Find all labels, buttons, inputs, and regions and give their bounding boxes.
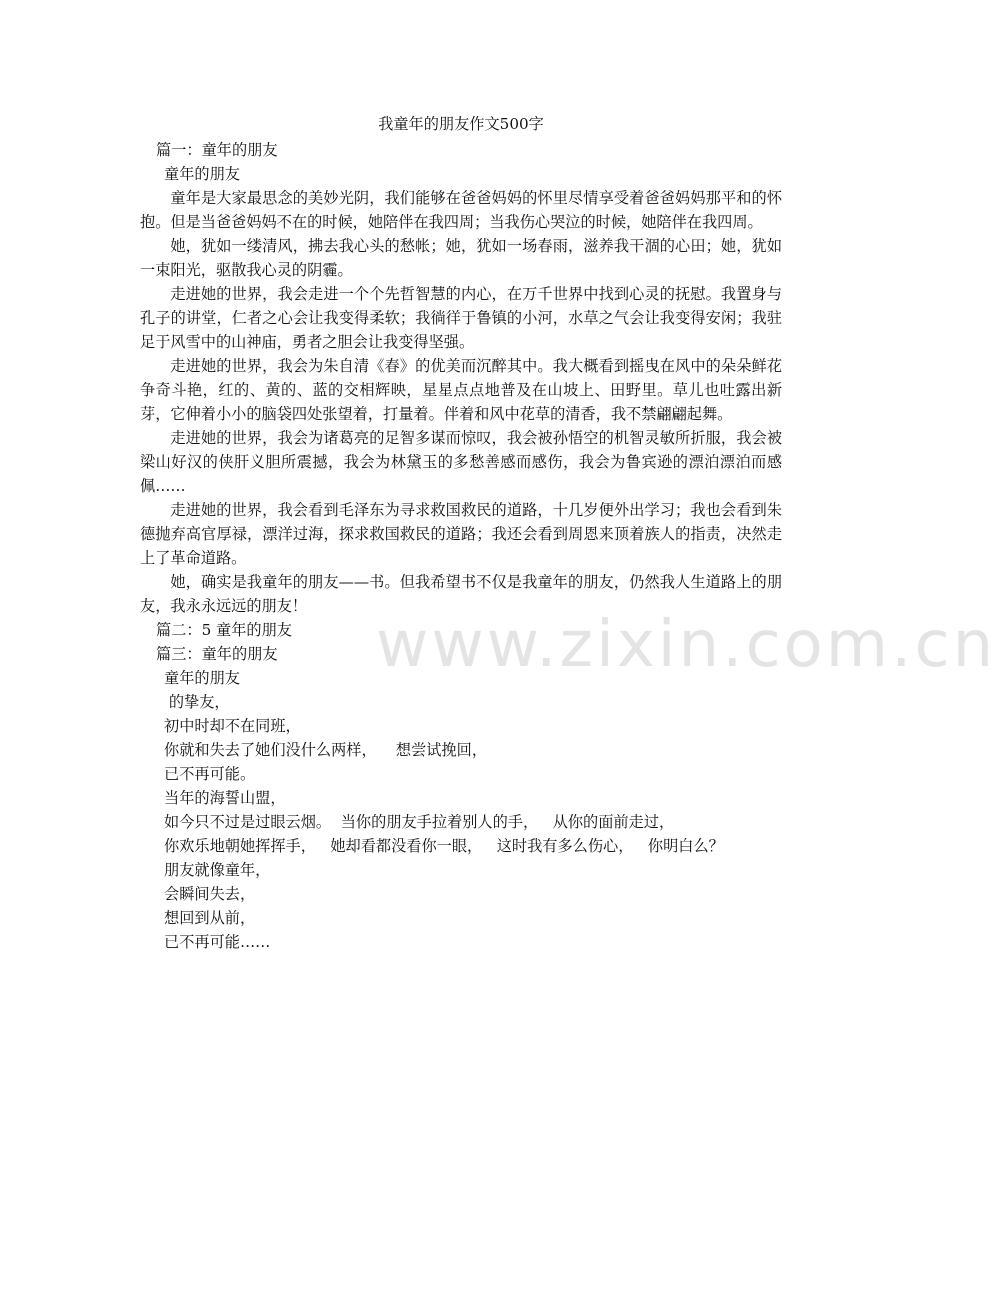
poem-line: 朋友就像童年， xyxy=(164,861,271,879)
paragraph: 走进她的世界，我会为朱自清《春》的优美而沉醉其中。我大概看到摇曳在风中的朵朵鲜花争奇斗艳，红的、黄的、蓝的交相辉映，星星点点地普及在山坡上、田野里。草儿也吐露出新芽，它伸着小小的脑袋四处张望着，打量着。伴着和风中花草的清香，我不禁翩翩起舞。 xyxy=(140,357,782,423)
poem-line: 已不再可能。 xyxy=(164,765,256,783)
document-page xyxy=(140,112,782,954)
paragraph: 走进她的世界，我会走进一个个先哲智慧的内心，在万千世界中找到心灵的抚慰。我置身与孔子的讲堂，仁者之心会让我变得柔软；我徜徉于鲁镇的小河，水草之气会让我变得安闲；我驻足于风雪中的山神庙，勇者之胆会让我变得坚强。 xyxy=(140,285,782,351)
section-3-subheading: 童年的朋友 xyxy=(164,669,240,687)
poem-line: 会瞬间失去， xyxy=(164,885,256,903)
poem-line: 你欢乐地朝她挥挥手， 她却看都没看你一眼， 这时我有多么伤心， 你明白么？ xyxy=(164,837,724,855)
paragraph: 童年是大家最思念的美妙光阴，我们能够在爸爸妈妈的怀里尽情享受着爸爸妈妈那平和的怀抱。但是当爸爸妈妈不在的时候，她陪伴在我四周；当我伤心哭泣的时候，她陪伴在我四周。 xyxy=(140,189,782,231)
paragraph: 她，确实是我童年的朋友——书。但我希望书不仅是我童年的朋友，仍然我人生道路上的朋友，我永永远远的朋友！ xyxy=(140,573,782,615)
watermark: www.zixin.com.cn xyxy=(376,608,996,682)
section-3-heading: 篇三：童年的朋友 xyxy=(156,645,278,663)
paragraph: 走进她的世界，我会为诸葛亮的足智多谋而惊叹，我会被孙悟空的机智灵敏所折服，我会被梁山好汉的侠肝义胆所震撼，我会为林黛玉的多愁善感而感伤，我会为鲁宾逊的漂泊漂泊而感佩…… xyxy=(140,429,782,495)
paragraph: 她，犹如一缕清风，拂去我心头的愁帐；她，犹如一场春雨，滋养我干涸的心田；她，犹如一束阳光，驱散我心灵的阴霾。 xyxy=(140,237,782,279)
poem-line: 初中时却不在同班， xyxy=(164,717,301,735)
section-1-heading: 篇一：童年的朋友 xyxy=(156,141,278,159)
paragraph: 走进她的世界，我会看到毛泽东为寻求救国救民的道路，十几岁便外出学习；我也会看到朱德抛弃高官厚禄，漂洋过海，探求救国救民的道路；我还会看到周恩来顶着族人的指责，决然走上了革命道路。 xyxy=(140,501,782,567)
poem-line: 如今只不过是过眼云烟。 当你的朋友手拉着别人的手， 从你的面前走过， xyxy=(164,813,675,831)
poem-line: 你就和失去了她们没什么两样， 想尝试挽回， xyxy=(164,741,488,759)
poem-line: 想回到从前， xyxy=(164,909,256,927)
section-1-subheading: 童年的朋友 xyxy=(164,165,240,183)
poem-line: 当年的海誓山盟， xyxy=(164,789,286,807)
poem-line: 已不再可能…… xyxy=(164,933,271,951)
document-title: 我童年的朋友作文500字 xyxy=(378,115,544,133)
section-2-heading: 篇二：5 童年的朋友 xyxy=(156,621,292,639)
poem-line: 的挚友， xyxy=(164,693,230,711)
